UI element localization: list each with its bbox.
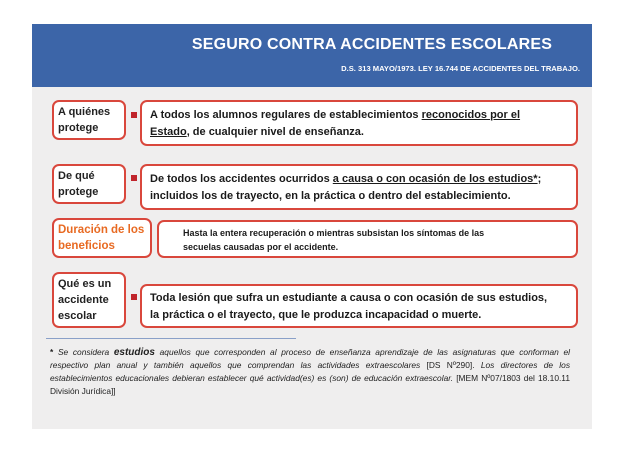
- footnote-marker: *: [50, 347, 54, 357]
- content-box-de-que: [140, 164, 578, 210]
- title-banner: [32, 24, 592, 87]
- label-a-quienes-protege: [52, 100, 126, 140]
- label-line: Qué es un: [58, 278, 112, 290]
- page-subtitle: D.S. 313 MAYO/1973. LEY 16.744 DE ACCIDENTES DEL TRABAJO.: [341, 64, 580, 73]
- text-line: la práctica o el trayecto, que le produzca incapacidad o muerte.: [150, 309, 482, 321]
- label-line: Duración de los: [58, 224, 145, 236]
- label-que-es-accidente: [52, 272, 126, 328]
- label-line: A quiénes: [58, 106, 111, 118]
- content-text: [150, 107, 570, 141]
- content-box-a-quienes: [140, 100, 578, 146]
- content-box-que-es: [140, 284, 578, 328]
- footnote: [50, 346, 570, 398]
- footnote-ds: [DS Nº290].: [426, 360, 475, 370]
- underlined-text: a causa o con ocasión de los estudios*: [332, 173, 538, 185]
- footnote-body2: Los directores de los establecimientos educacionales debieran establecer qué actividad(es) es (son) de educación extraescolar.: [50, 360, 571, 383]
- label-line: protege: [58, 186, 99, 198]
- content-text: [183, 226, 575, 254]
- footnote-keyword: estudios: [113, 347, 155, 358]
- underlined-text: Estado: [150, 126, 187, 138]
- label-de-que-protege: [52, 164, 126, 204]
- label-duracion-beneficios: [52, 218, 152, 258]
- text-segment: ;: [537, 173, 542, 185]
- label-line: accidente: [58, 294, 109, 306]
- text-segment: De todos los accidentes ocurridos: [150, 173, 333, 185]
- page-title: SEGURO CONTRA ACCIDENTES ESCOLARES: [191, 36, 553, 53]
- footnote-reference: [MEM Nº07/1803 del 18.10.11 División Jurídica]]: [50, 373, 570, 396]
- content-box-duracion: [157, 220, 578, 258]
- label-line: escolar: [58, 310, 97, 322]
- text-segment: A todos los alumnos regulares de establecimientos: [150, 109, 422, 121]
- footnote-divider: [46, 338, 296, 339]
- label-line: beneficios: [58, 240, 115, 252]
- bullet-icon: [131, 175, 137, 181]
- bullet-icon: [131, 294, 137, 300]
- text-segment: , de cualquier nivel de enseñanza.: [186, 126, 364, 138]
- label-line: De qué: [58, 170, 95, 182]
- text-line: secuelas causadas por el accidente.: [183, 242, 339, 252]
- content-text: [150, 290, 576, 324]
- underlined-text: reconocidos por el: [421, 109, 521, 121]
- text-line: Hasta la entera recuperación o mientras subsistan los síntomas de las: [183, 228, 485, 238]
- text-line: Toda lesión que sufra un estudiante a causa o con ocasión de sus estudios,: [150, 292, 548, 304]
- label-line: protege: [58, 122, 99, 134]
- footnote-lead: Se considera: [57, 347, 110, 357]
- content-text: [150, 171, 575, 205]
- bullet-icon: [131, 112, 137, 118]
- text-segment: incluidos los de trayecto, en la práctica o dentro del establecimiento.: [150, 190, 511, 202]
- footnote-body: aquellos que corresponden al proceso de enseñanza aprendizaje de las asignaturas que conforman el respectivo plan anual y también aquellos que comprendan las actividades extraescolares: [50, 347, 570, 370]
